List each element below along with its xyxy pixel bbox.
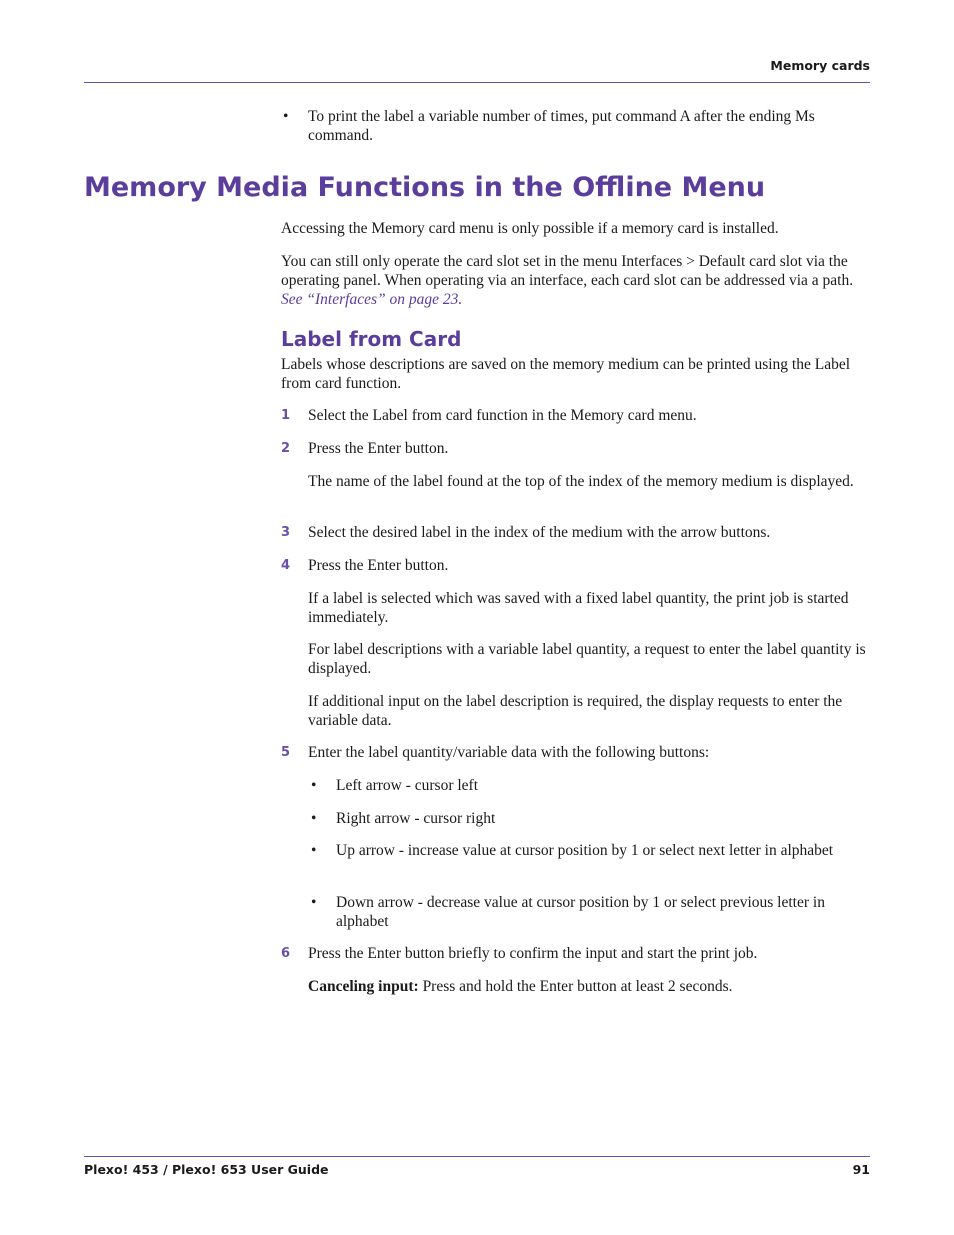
bullet-marker: •: [311, 777, 317, 794]
step-text: Select the Label from card function in the Memory card menu.: [308, 407, 697, 424]
canceling-input-text: Press and hold the Enter button at least 2 seconds.: [422, 978, 733, 995]
button-list-item: Left arrow - cursor left: [336, 777, 479, 794]
step-number: 1: [281, 408, 291, 423]
button-list-item: Right arrow - cursor right: [336, 810, 496, 827]
step-text: Press the Enter button.: [308, 557, 449, 574]
footer-rule: [84, 1156, 870, 1157]
step-text: Press the Enter button.: [308, 440, 449, 457]
subsection-heading: Label from Card: [281, 327, 462, 351]
step-number: 2: [281, 441, 291, 456]
page-number: 91: [852, 1162, 870, 1177]
paragraph-memory-card: Accessing the Memory card menu is only possible if a memory card is installed.: [281, 220, 779, 237]
step-note: If additional input on the label description is required, the display requests to enter the variable data.: [308, 693, 843, 729]
bullet-marker: •: [283, 108, 289, 125]
step-text: Enter the label quantity/variable data with the following buttons:: [308, 744, 710, 761]
step-note: If a label is selected which was saved with a fixed label quantity, the print job is started immediately.: [308, 590, 849, 626]
bullet-marker: •: [311, 842, 317, 859]
step-number: 5: [281, 745, 291, 760]
bullet-marker: •: [311, 810, 317, 827]
header-rule: [84, 82, 870, 83]
step-text: Press the Enter button briefly to confirm the input and start the print job.: [308, 945, 758, 962]
step-number: 6: [281, 946, 291, 961]
section-heading: Memory Media Functions in the Offline Menu: [84, 172, 766, 203]
button-list-item: Down arrow - decrease value at cursor position by 1 or select previous letter in alphabet: [336, 894, 825, 930]
bullet-marker: •: [311, 894, 317, 911]
paragraph-card-slot: [281, 252, 871, 309]
paragraph-card-slot-text: You can still only operate the card slot set in the menu Interfaces > Default card slot via the operating panel. When operating via an interface, each card slot can be addressed via a path.: [281, 253, 854, 289]
button-list-item: Up arrow - increase value at cursor position by 1 or select next letter in alphabet: [336, 842, 834, 859]
intro-bullet-text: To print the label a variable number of times, put command A after the ending Ms command.: [308, 108, 815, 144]
step-note: The name of the label found at the top of the index of the memory medium is displayed.: [308, 473, 854, 490]
step-number: 4: [281, 558, 291, 573]
step-text: Select the desired label in the index of the medium with the arrow buttons.: [308, 524, 771, 541]
step-note: For label descriptions with a variable label quantity, a request to enter the label quantity is displayed.: [308, 641, 866, 677]
footer-title: Plexo! 453 / Plexo! 653 User Guide: [84, 1162, 329, 1177]
step-number: 3: [281, 525, 291, 540]
paragraph-label-from-card: Labels whose descriptions are saved on the memory medium can be printed using the Label from card function.: [281, 356, 851, 392]
running-header: Memory cards: [770, 58, 870, 73]
canceling-input-note: [308, 977, 870, 996]
canceling-input-label: Canceling input:: [308, 978, 419, 995]
cross-reference-link[interactable]: See “Interfaces” on page 23.: [281, 291, 463, 308]
